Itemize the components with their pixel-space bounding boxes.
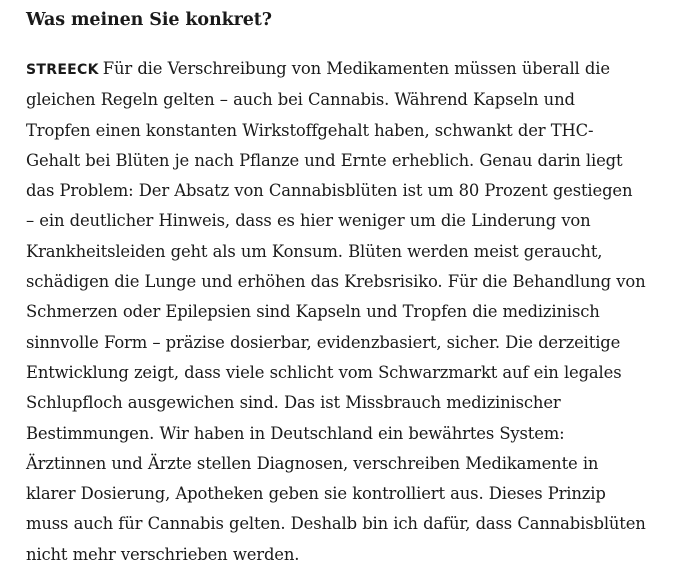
answer-paragraph bbox=[26, 54, 681, 570]
answer-line: Schmerzen oder Epilepsien sind Kapseln und Tropfen die medizinisch bbox=[26, 302, 600, 322]
answer-line: muss auch für Cannabis gelten. Deshalb bin ich dafür, dass Cannabisblüten bbox=[26, 514, 646, 534]
answer-line: Gehalt bei Blüten je nach Pflanze und Ernte erheblich. Genau darin liegt bbox=[26, 150, 623, 170]
answer-line: Krankheitsleiden geht als um Konsum. Blüten werden meist geraucht, bbox=[26, 241, 603, 261]
answer-line: sinnvolle Form – präzise dosierbar, evidenzbasiert, sicher. Die derzeitige bbox=[26, 332, 621, 352]
answer-line: schädigen die Lunge und erhöhen das Krebsrisiko. Für die Behandlung von bbox=[26, 272, 646, 292]
answer-line: Tropfen einen konstanten Wirkstoffgehalt haben, schwankt der THC- bbox=[26, 120, 594, 140]
answer-line: das Problem: Der Absatz von Cannabisblüten ist um 80 Prozent gestiegen bbox=[26, 181, 633, 201]
answer-line: Bestimmungen. Wir haben in Deutschland ein bewährtes System: bbox=[26, 423, 565, 443]
speaker-name: STREECK bbox=[26, 62, 99, 78]
answer-line: Schlupfloch ausgewichen sind. Das ist Missbrauch medizinischer bbox=[26, 393, 561, 413]
answer-line: – ein deutlicher Hinweis, dass es hier weniger um die Linderung von bbox=[26, 211, 591, 231]
answer-line: nicht mehr verschrieben werden. bbox=[26, 544, 300, 564]
question-heading: Was meinen Sie konkret? bbox=[26, 10, 272, 30]
answer-line: klarer Dosierung, Apotheken geben sie kontrolliert aus. Dieses Prinzip bbox=[26, 484, 606, 504]
answer-line: gleichen Regeln gelten – auch bei Cannabis. Während Kapseln und bbox=[26, 90, 575, 110]
answer-line: Ärztinnen und Ärzte stellen Diagnosen, verschreiben Medikamente in bbox=[26, 453, 599, 473]
answer-line bbox=[26, 54, 681, 85]
answer-line: Entwicklung zeigt, dass viele schlicht vom Schwarzmarkt auf ein legales bbox=[26, 362, 622, 382]
answer-line-text: Für die Verschreibung von Medikamenten müssen überall die bbox=[102, 59, 610, 78]
article bbox=[26, 0, 681, 570]
